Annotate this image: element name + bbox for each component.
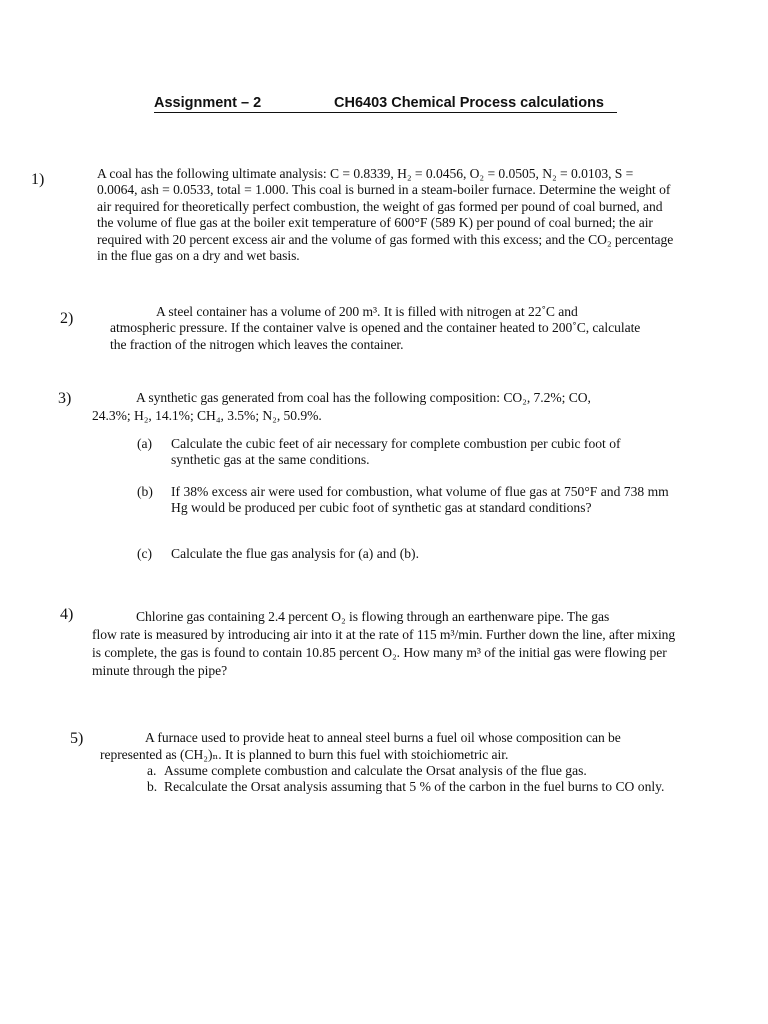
question-3-part-b <box>137 484 677 532</box>
question-4-body <box>92 608 678 680</box>
question-5-number: 5) <box>70 730 84 747</box>
question-3-line-1: A synthetic gas generated from coal has the following composition: CO₂, 7.2%; CO, <box>136 390 591 405</box>
question-1-text: A coal has the following ultimate analysis: C = 0.8339, H₂ = 0.0456, O₂ = 0.0505, N₂ = 0.0103, S = 0.0064, ash = 0.0533, total = 1.000. This coal is burned in a steam-boiler furnace. Determine the weight of air required for theoretically perfect combustion, the weight of gas formed per pound of coal burned, and the volume of flue gas at the boiler exit temperature of 600°F (589 K) per pound of coal burned; the air required with 20 percent excess air and the volume of gas formed with this excess; and the CO₂ percentage in the flue gas on a dry and wet basis. <box>97 166 674 264</box>
question-1-number: 1) <box>31 171 45 188</box>
question-3-part-a <box>137 436 677 476</box>
question-5-line-2: represented as (CH₂)ₙ. It is planned to burn this fuel with stoichiometric air. <box>100 746 509 762</box>
assignment-title: Assignment – 2 <box>154 95 262 111</box>
part-a-text: Assume complete combustion and calculate the Orsat analysis of the flue gas. <box>164 763 587 778</box>
part-a-label: (a) <box>137 436 153 451</box>
question-5-part-b <box>147 779 687 795</box>
part-b-text: If 38% excess air were used for combustion, what volume of flue gas at 750°F and 738 mm Hg would be produced per cubic foot of synthetic gas at standard conditions? <box>171 484 669 515</box>
question-3-body <box>92 389 672 425</box>
part-b-label: b. <box>147 778 158 794</box>
question-2-rest: atmospheric pressure. If the container valve is opened and the container heated to 200˚C, calculate the fraction of the nitrogen which leaves the container. <box>110 320 641 352</box>
part-c-label: (c) <box>137 546 153 561</box>
question-5-line-1: A furnace used to provide heat to anneal steel burns a fuel oil whose composition can be <box>145 730 621 745</box>
part-a-label: a. <box>147 763 157 778</box>
question-3-part-c <box>137 546 677 564</box>
question-3-number: 3) <box>58 390 72 407</box>
part-c-text: Calculate the flue gas analysis for (a) and (b). <box>171 546 419 561</box>
assignment-header <box>154 95 617 113</box>
question-5-part-a <box>147 763 687 779</box>
question-4-number: 4) <box>60 606 74 623</box>
question-2-number: 2) <box>60 310 74 327</box>
question-2-line-1: A steel container has a volume of 200 m³. It is filled with nitrogen at 22˚C and <box>156 304 578 319</box>
part-a-text: Calculate the cubic feet of air necessary for complete combustion per cubic foot of synthetic gas at the same conditions. <box>171 436 621 467</box>
part-b-label: (b) <box>137 484 153 499</box>
question-3-line-2: 24.3%; H₂, 14.1%; CH₄, 3.5%; N₂, 50.9%. <box>92 408 322 423</box>
question-4-rest: flow rate is measured by introducing air into it at the rate of 115 m³/min. Further down the line, after mixing is complete, the gas is found to contain 10.85 percent O₂. How many m³ of the initial gas were flowing per minute through the pipe? <box>92 627 676 678</box>
question-5-parts <box>147 763 687 794</box>
question-2-body <box>110 304 658 353</box>
course-title: CH6403 Chemical Process calculations <box>334 95 604 111</box>
question-4-line-1: Chlorine gas containing 2.4 percent O₂ is flowing through an earthenware pipe. The gas <box>136 609 610 624</box>
question-5-body <box>100 730 675 763</box>
part-b-text: Recalculate the Orsat analysis assuming that 5 % of the carbon in the fuel burns to CO only. <box>164 778 665 794</box>
